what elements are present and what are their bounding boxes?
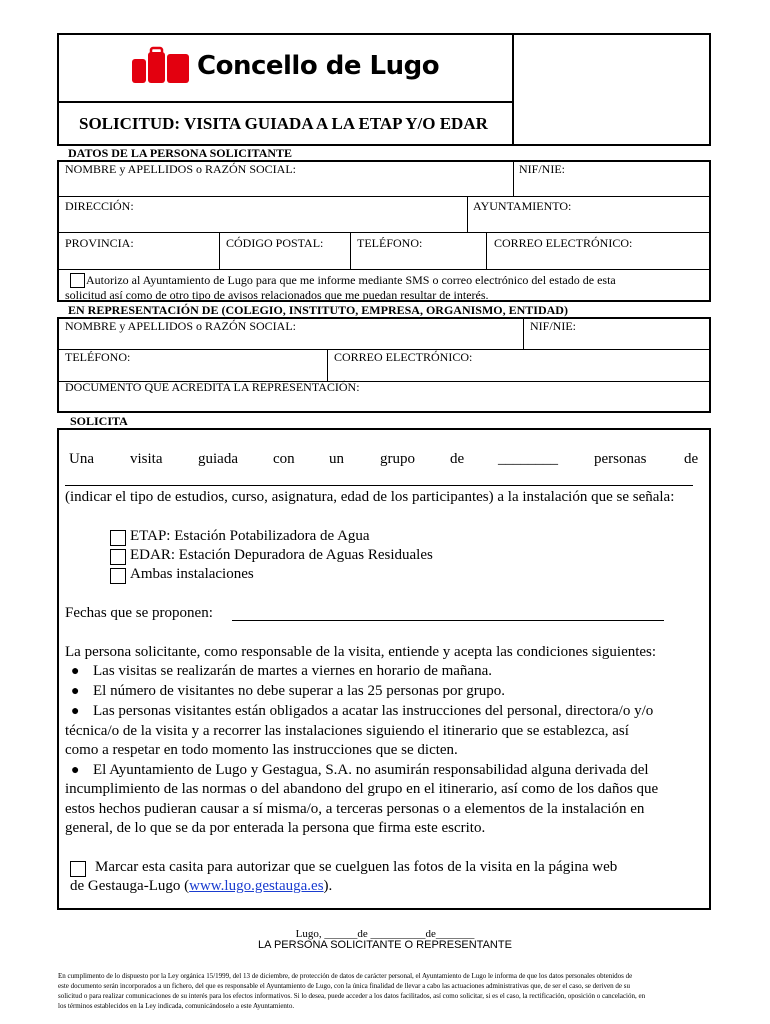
rep-phone-label: TELÉFONO: xyxy=(65,350,131,364)
condition-1: Las visitas se realizarán de martes a viernes en horario de mañana. xyxy=(93,663,492,679)
applicant-nif-label: NIF/NIE: xyxy=(519,162,565,176)
divider xyxy=(467,196,468,232)
logo-text: Concello de Lugo xyxy=(197,51,440,81)
photos-line-2 xyxy=(70,878,332,895)
photos-line-2-suffix: ). xyxy=(323,878,333,894)
condition-2: El número de visitantes no debe superar a las 25 personas por grupo. xyxy=(93,683,505,699)
photos-line-1: Marcar esta casita para autorizar que se cuelguen las fotos de la visita en la página web xyxy=(95,859,618,875)
request-word: de xyxy=(450,451,465,467)
legal-line-2: este documento serán incorporados a un fichero, del que es responsable el Ayuntamiento de Lugo, con la única finalidad de llevar a cabo las actuaciones administrativas que, de ser el caso, se deriven de su xyxy=(58,982,630,990)
edar-label: EDAR: Estación Depuradora de Aguas Residuales xyxy=(130,547,433,563)
request-word: Una xyxy=(69,451,94,467)
condition-4-line-4: general, de lo que se da por enterada la persona que firma este escrito. xyxy=(65,820,486,836)
divider xyxy=(327,349,328,381)
condition-4-line-2: incumplimiento de las normas o del abandono del grupo en el itinerario, así como de los daños que xyxy=(65,781,659,797)
bullet-icon: ● xyxy=(71,763,80,778)
concello-logo-icon xyxy=(130,46,192,86)
header-divider xyxy=(512,33,514,146)
applicant-council-label: AYUNTAMIENTO: xyxy=(473,199,572,213)
rep-document-label: DOCUMENTO QUE ACREDITA LA REPRESENTACIÓN: xyxy=(65,380,360,394)
dates-label: Fechas que se proponen: xyxy=(65,605,213,621)
participants-input-line[interactable] xyxy=(65,485,693,486)
condition-3-line-2: técnica/o de la visita y a recorrer las instalaciones siguiendo el itinerario que se establezca, así xyxy=(65,723,629,739)
condition-3-line-3: como a respetar en todo momento las instrucciones que se dicten. xyxy=(65,742,458,758)
request-word: de xyxy=(684,451,699,467)
request-word: guiada xyxy=(198,451,238,467)
dates-input-line[interactable] xyxy=(232,620,664,621)
applicant-section-title: DATOS DE LA PERSONA SOLICITANTE xyxy=(68,146,293,160)
authorize-line-1: Autorizo al Ayuntamiento de Lugo para que me informe mediante SMS o correo electrónico del estado de esta xyxy=(86,273,616,287)
place-date: Lugo, ______de __________de_______ xyxy=(295,928,475,940)
divider xyxy=(350,232,351,269)
applicant-address-label: DIRECCIÓN: xyxy=(65,199,134,213)
photos-line-2-prefix: de Gestauga-Lugo ( xyxy=(70,878,190,894)
condition-4-line-1: El Ayuntamiento de Lugo y Gestagua, S.A. no asumirán responsabilidad alguna derivada del xyxy=(93,762,649,778)
bullet-icon: ● xyxy=(71,684,80,699)
rep-nif-label: NIF/NIE: xyxy=(530,319,576,333)
gestagua-link[interactable]: www.lugo.gestauga.es xyxy=(189,878,324,894)
legal-line-3: solicitud o para realizar comunicaciones de su interés para los efectos informativos. Si lo desea, puede acceder a los datos facilitados, así como solicitar, si es el caso, la rectificación, oposición o cancelación, en xyxy=(58,992,646,1000)
applicant-postal-label: CÓDIGO POSTAL: xyxy=(226,236,324,250)
divider xyxy=(513,160,514,196)
form-title: SOLICITUD: VISITA GUIADA A LA ETAP Y/O EDAR xyxy=(79,114,488,133)
applicant-phone-label: TELÉFONO: xyxy=(357,236,423,250)
applicant-name-label: NOMBRE y APELLIDOS o RAZÓN SOCIAL: xyxy=(65,162,297,176)
photos-authorization-checkbox[interactable] xyxy=(70,861,86,877)
rep-name-label: NOMBRE y APELLIDOS o RAZÓN SOCIAL: xyxy=(65,319,297,333)
header-title-divider xyxy=(57,101,513,103)
request-word: visita xyxy=(130,451,163,467)
divider xyxy=(57,196,711,197)
etap-label: ETAP: Estación Potabilizadora de Agua xyxy=(130,528,370,544)
rep-email-label: CORREO ELECTRÓNICO: xyxy=(334,350,473,364)
request-word: grupo xyxy=(380,451,415,467)
request-section-title: SOLICITA xyxy=(70,414,128,428)
request-word: un xyxy=(329,451,344,467)
condition-4-line-3: estos hechos pudieran causar a sí misma/o, a terceras personas o a elementos de la instalación en xyxy=(65,801,645,817)
representation-section-title: EN REPRESENTACIÓN DE (COLEGIO, INSTITUTO, EMPRESA, ORGANISMO, ENTIDAD) xyxy=(68,303,568,317)
applicant-province-label: PROVINCIA: xyxy=(65,236,134,250)
signer-label: LA PERSONA SOLICITANTE O REPRESENTANTE xyxy=(258,939,512,951)
conditions-intro: La persona solicitante, como responsable de la visita, entiende y acepta las condiciones siguientes: xyxy=(65,644,657,660)
bullet-icon: ● xyxy=(71,704,80,719)
divider xyxy=(523,317,524,349)
condition-3-line-1: Las personas visitantes están obligados a acatar las instrucciones del personal, directora/o y/o xyxy=(93,703,654,719)
divider xyxy=(219,232,220,269)
group-size-field[interactable]: ________ xyxy=(498,451,558,467)
legal-line-1: En cumplimento de lo dispuesto por la Ley orgánica 15/1999, del 13 de diciembre, de protección de datos de carácter personal, el Ayuntamiento de Lugo le informa de que los datos personales obtenidos de xyxy=(58,972,633,980)
both-checkbox[interactable] xyxy=(110,568,126,584)
indicate-text: (indicar el tipo de estudios, curso, asignatura, edad de los participantes) a la instalación que se señala: xyxy=(65,489,675,505)
bullet-icon: ● xyxy=(71,664,80,679)
divider xyxy=(57,232,711,233)
both-label: Ambas instalaciones xyxy=(130,566,254,582)
divider xyxy=(486,232,487,269)
request-word: personas xyxy=(594,451,647,467)
authorize-line-2: solicitud así como de otro tipo de avisos relacionados que me puedan resultar de interés. xyxy=(65,288,489,302)
applicant-email-label: CORREO ELECTRÓNICO: xyxy=(494,236,633,250)
etap-checkbox[interactable] xyxy=(110,530,126,546)
request-word: con xyxy=(273,451,295,467)
authorize-notifications-checkbox[interactable] xyxy=(70,273,85,288)
divider xyxy=(57,269,711,270)
legal-line-4: los términos establecidos en la Ley indicada, comunicándoselo a este Ayuntamiento. xyxy=(58,1002,295,1010)
edar-checkbox[interactable] xyxy=(110,549,126,565)
